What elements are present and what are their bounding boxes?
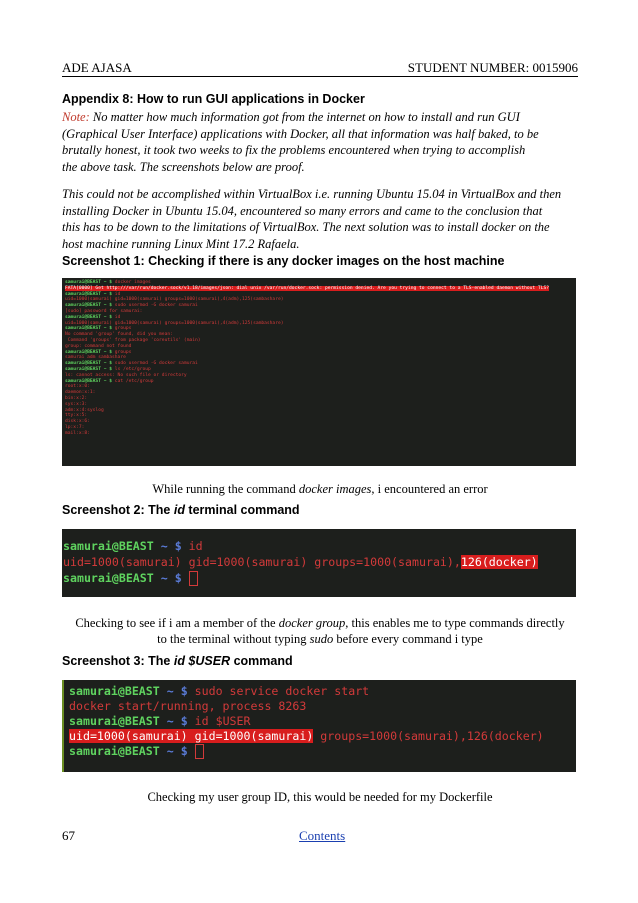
term1-line: [sudo] password for samurai: — [65, 308, 143, 314]
term3-output-highlight: uid=1000(samurai) gid=1000(samurai) — [69, 729, 314, 743]
heading3-command: id $USER — [173, 654, 231, 668]
term2-output-highlight: 126(docker) — [460, 555, 538, 569]
caption2-sudo: sudo — [309, 632, 334, 646]
caption2-text-end: , this enables me to type commands directly — [345, 616, 565, 630]
heading3-text: Screenshot 3: The — [62, 654, 174, 668]
term1-line: ls: cannot access: No such file or directory — [65, 372, 187, 378]
screenshot1-caption — [62, 481, 578, 497]
term3-line-1 — [69, 684, 576, 699]
heading2-text-end: terminal command — [184, 503, 300, 517]
term1-line: daemon:x:1: — [65, 390, 96, 396]
term3-line-4 — [69, 729, 576, 744]
virtualbox-paragraph — [62, 186, 582, 252]
term1-line: samurai@BEAST ~ $ cat /etc/group — [65, 378, 154, 384]
screenshot2-heading — [62, 503, 300, 517]
term1-line: samurai@BEAST ~ $ groups — [65, 326, 132, 332]
term2-command: id — [188, 539, 203, 553]
screenshot3-terminal — [62, 680, 576, 772]
term1-line: No command 'group' found, did you mean: — [65, 332, 173, 338]
author-name: ADE AJASA — [62, 60, 132, 75]
note-line-4: the above task. The screenshots below are proof. — [62, 159, 305, 174]
term1-line: samurai@BEAST ~ $ sudo usermod -G docker samurai — [65, 303, 198, 309]
page-number: 67 — [62, 828, 75, 843]
term1-line: samurai@BEAST ~ $ groups — [65, 349, 132, 355]
term1-line: tty:x:5: — [65, 413, 88, 419]
term3-line-5 — [69, 744, 576, 759]
term3-command-2: id $USER — [194, 714, 251, 728]
term3-output-1: docker start/running, process 8263 — [69, 699, 307, 713]
term1-line: FATA[0000] Get http:///var/run/docker.sock/v1.18/images/json: dial unix /var/run/docker.sock: permission denied. Are you trying to connect to a TLS-enabled daemon without TLS? — [65, 285, 549, 291]
term1-line: samurai@BEAST ~ $ docker images — [65, 280, 151, 285]
term2-path: ~ $ — [153, 571, 189, 585]
heading3-text-end: command — [230, 654, 293, 668]
term3-line-3 — [69, 714, 576, 729]
heading2-text: Screenshot 2: The — [62, 503, 174, 517]
term1-line: uid=1000(samurai) gid=1000(samurai) groups=1000(samurai),4(adm),125(sambashare) — [65, 320, 284, 326]
caption2b-text-end: before every command i type — [333, 632, 483, 646]
term3-command-1: sudo service docker start — [194, 684, 370, 698]
term1-line: root:x:0: — [65, 384, 90, 390]
term3-output-2: groups=1000(samurai),126(docker) — [313, 729, 544, 743]
term2-line-1 — [63, 538, 576, 554]
note-label: Note: — [62, 110, 90, 124]
term2-output: uid=1000(samurai) gid=1000(samurai) groups=1000(samurai), — [63, 555, 461, 569]
student-number: STUDENT NUMBER: 0015906 — [407, 60, 578, 75]
term3-path: ~ $ — [159, 744, 195, 758]
screenshot2-caption — [62, 615, 578, 647]
term1-line: adm:x:4:syslog — [65, 407, 104, 413]
screenshot1-heading: Screenshot 1: Checking if there is any docker images on the host machine — [62, 254, 505, 268]
note-line-2: (Graphical User Interface) applications with Docker, all that information was half baked, to be — [62, 126, 539, 141]
cursor-icon — [189, 571, 198, 586]
note-line-3: brutally honest, it took two weeks to fix the problems encountered when trying to accomplish — [62, 143, 526, 157]
term3-path: ~ $ — [159, 684, 195, 698]
term1-line: sys:x:3: — [65, 401, 88, 407]
cursor-icon — [195, 744, 204, 759]
term3-prompt: samurai@BEAST — [69, 684, 160, 698]
para2-line-2: installing Docker in Ubuntu 15.04, encountered so many errors and came to the conclusion that — [62, 203, 543, 218]
term3-prompt: samurai@BEAST — [69, 744, 160, 758]
term1-line: samurai@BEAST ~ $ ls /etc/group — [65, 366, 151, 372]
para2-line-4: host machine running Linux Mint 17.2 Rafaela. — [62, 236, 300, 251]
term1-line: uid=1000(samurai) gid=1000(samurai) groups=1000(samurai),4(adm),125(sambashare) — [65, 297, 284, 303]
contents-link[interactable]: Contents — [299, 828, 346, 843]
screenshot3-caption: Checking my user group ID, this would be needed for my Dockerfile — [147, 790, 493, 804]
term1-line: Command 'groups' from package 'coreutils' (main) — [65, 337, 201, 343]
term2-prompt: samurai@BEAST — [63, 571, 154, 585]
appendix-heading: Appendix 8: How to run GUI applications in Docker — [62, 92, 365, 106]
para2-line-3: this has to be down to the limitations of VirtualBox. The next solution was to install docker on the — [62, 220, 550, 234]
term2-path: ~ $ — [153, 539, 189, 553]
caption1-command: docker images — [298, 482, 372, 496]
caption1-text: While running the command — [152, 482, 299, 496]
caption2-text: Checking to see if i am a member of the — [75, 616, 279, 630]
caption2-line-2 — [62, 631, 578, 647]
term1-line: samurai adm sambashare — [65, 355, 126, 361]
term2-line-2 — [63, 554, 576, 570]
term1-line: samurai@BEAST ~ $ sudo usermod -G docker samurai — [65, 361, 198, 367]
term2-line-3 — [63, 570, 576, 586]
term1-line: samurai@BEAST ~ $ id — [65, 291, 121, 297]
screenshot2-terminal — [62, 529, 576, 597]
note-line-1: No matter how much information got from the internet on how to install and run GUI — [89, 110, 520, 124]
caption1-text-end: , i encountered an error — [371, 482, 488, 496]
term1-line: mail:x:8: — [65, 430, 90, 436]
note-paragraph — [62, 109, 582, 175]
page-header — [62, 60, 578, 77]
term1-line: bin:x:2: — [65, 395, 88, 401]
screenshot3-heading — [62, 654, 293, 668]
term2-prompt: samurai@BEAST — [63, 539, 154, 553]
term3-path: ~ $ — [159, 714, 195, 728]
para2-line-1: This could not be accomplished within VirtualBox i.e. running Ubuntu 15.04 in VirtualBox and then — [62, 187, 562, 201]
caption2-line-1 — [62, 615, 578, 631]
screenshot1-terminal — [62, 278, 576, 466]
term1-line: group: command not found — [65, 343, 132, 349]
term1-line: samurai@BEAST ~ $ id — [65, 314, 121, 320]
term1-line: lp:x:7: — [65, 424, 85, 430]
heading2-command: id — [173, 503, 185, 517]
term1-line: disk:x:6: — [65, 419, 90, 425]
term3-prompt: samurai@BEAST — [69, 714, 160, 728]
caption2-group: docker group — [278, 616, 346, 630]
caption2b-text: to the terminal without typing — [157, 632, 310, 646]
